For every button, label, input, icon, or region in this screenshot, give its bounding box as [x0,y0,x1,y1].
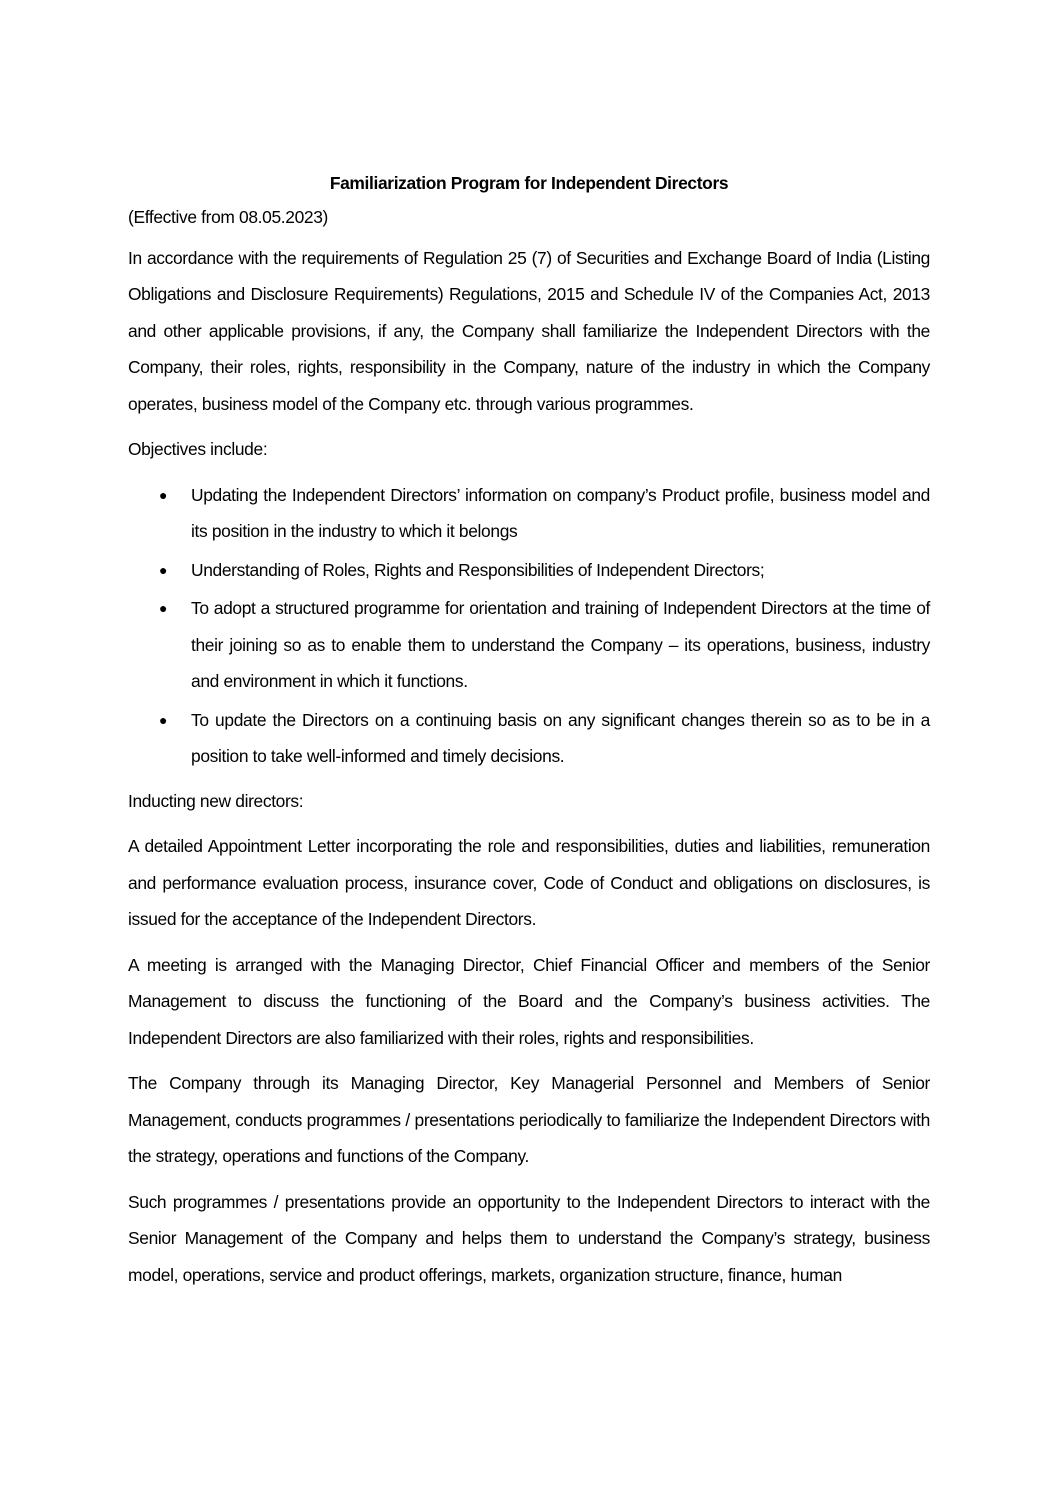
meeting-paragraph: A meeting is arranged with the Managing Director, Chief Financial Officer and members of the Senior Management to discuss the functioning of the Board and the Company’s business activities. The Independent Directors are also familiarized with their roles, rights and responsibilities. [128,954,930,1048]
inducting-heading: Inducting new directors: [128,790,304,811]
bullet-icon: ● [159,600,168,616]
objectives-heading: Objectives include: [128,439,268,459]
programmes-paragraph: The Company through its Managing Director, Key Managerial Personnel and Members of Senior Management, conducts programmes / presentations periodically to familiarize the Independent Directors with the strategy, operations and functions of the Company. [128,1073,930,1166]
effective-date: (Effective from 08.05.2023) [128,207,328,227]
list-item [128,702,930,775]
objective-text: Understanding of Roles, Rights and Responsibilities of Independent Directors; [191,559,765,580]
list-item [128,477,930,550]
appointment-letter-paragraph: A detailed Appointment Letter incorporating the role and responsibilities, duties and liabilities, remuneration and performance evaluation process, insurance cover, Code of Conduct and obligations on disclosures, is issued for the acceptance of the Independent Directors. [128,836,930,929]
objective-text: To update the Directors on a continuing basis on any significant changes therein so as to be in a position to take well-informed and timely decisions. [191,709,930,766]
intro-paragraph: In accordance with the requirements of Regulation 25 (7) of Securities and Exchange Board of India (Listing Obligations and Disclosure Requirements) Regulations, 2015 and Schedule IV of the Companies Act, 2013 and other applicable provisions, if any, the Company shall familiarize the Independent Directors with the Company, their roles, rights, responsibility in the Company, nature of the industry in which the Company operates, business model of the Company etc. through various programmes. [128,247,930,414]
list-item [128,552,930,589]
bullet-icon: ● [159,486,168,503]
opportunity-paragraph: Such programmes / presentations provide an opportunity to the Independent Directors to interact with the Senior Management of the Company and helps them to understand the Company’s strategy, business model, operations, service and product offerings, markets, organization structure, finance, human [128,1191,930,1285]
objectives-list [128,477,930,775]
objective-text: Updating the Independent Directors’ information on company’s Product profile, business model and its position in the industry to which it belongs [191,484,930,541]
bullet-icon: ● [159,561,168,578]
bullet-icon: ● [159,711,168,728]
list-item [128,590,930,700]
objective-text: To adopt a structured programme for orientation and training of Independent Directors at the time of their joining so as to enable them to understand the Company – its operations, business, industry and environment in which it functions. [191,598,930,691]
document-title: Familiarization Program for Independent Directors [329,173,729,193]
document-page [128,168,930,1302]
